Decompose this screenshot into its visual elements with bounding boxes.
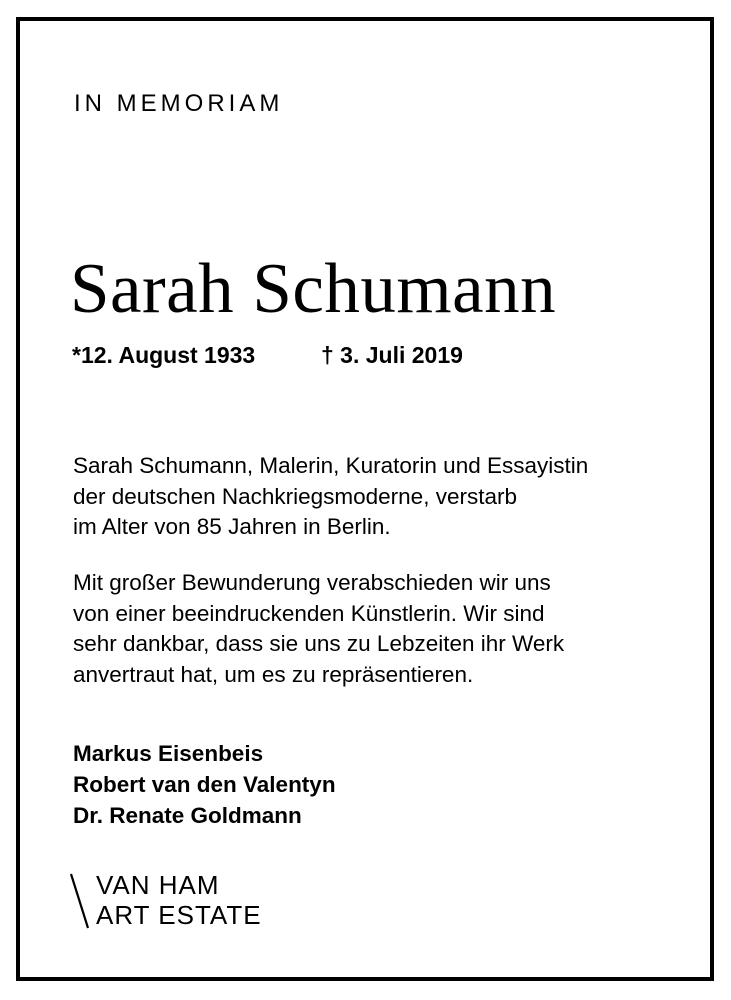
kicker-heading: IN MEMORIAM [74, 90, 284, 117]
logo-line-1: VAN HAM [96, 870, 220, 900]
logo-backslash-icon [68, 872, 92, 932]
paragraph-line: Sarah Schumann, Malerin, Kuratorin und Essayistin [73, 453, 589, 478]
paragraph-line: im Alter von 85 Jahren in Berlin. [73, 514, 391, 539]
signer-name: Robert van den Valentyn [73, 772, 336, 797]
deceased-name: Sarah Schumann [70, 250, 557, 328]
signer-name: Markus Eisenbeis [73, 741, 264, 766]
obituary-paragraph-1 [73, 451, 588, 543]
signer-name: Dr. Renate Goldmann [73, 803, 302, 828]
van-ham-logo [68, 872, 308, 932]
signers-list [73, 738, 336, 831]
paragraph-line: anvertraut hat, um es zu repräsentieren. [73, 661, 474, 687]
death-date: † 3. Juli 2019 [321, 342, 463, 368]
logo-line-2: ART ESTATE [96, 900, 262, 930]
birth-date: *12. August 1933 [72, 342, 256, 368]
paragraph-line: Mit großer Bewunderung verabschieden wir uns [73, 570, 551, 595]
paragraph-line: sehr dankbar, dass sie uns zu Lebzeiten ihr Werk [73, 631, 565, 656]
obituary-paragraph-2 [73, 568, 564, 690]
paragraph-line: von einer beeindruckenden Künstlerin. Wir sind [73, 600, 545, 626]
logo-wordmark [96, 870, 262, 930]
paragraph-line: der deutschen Nachkriegsmoderne, verstarb [73, 483, 517, 509]
